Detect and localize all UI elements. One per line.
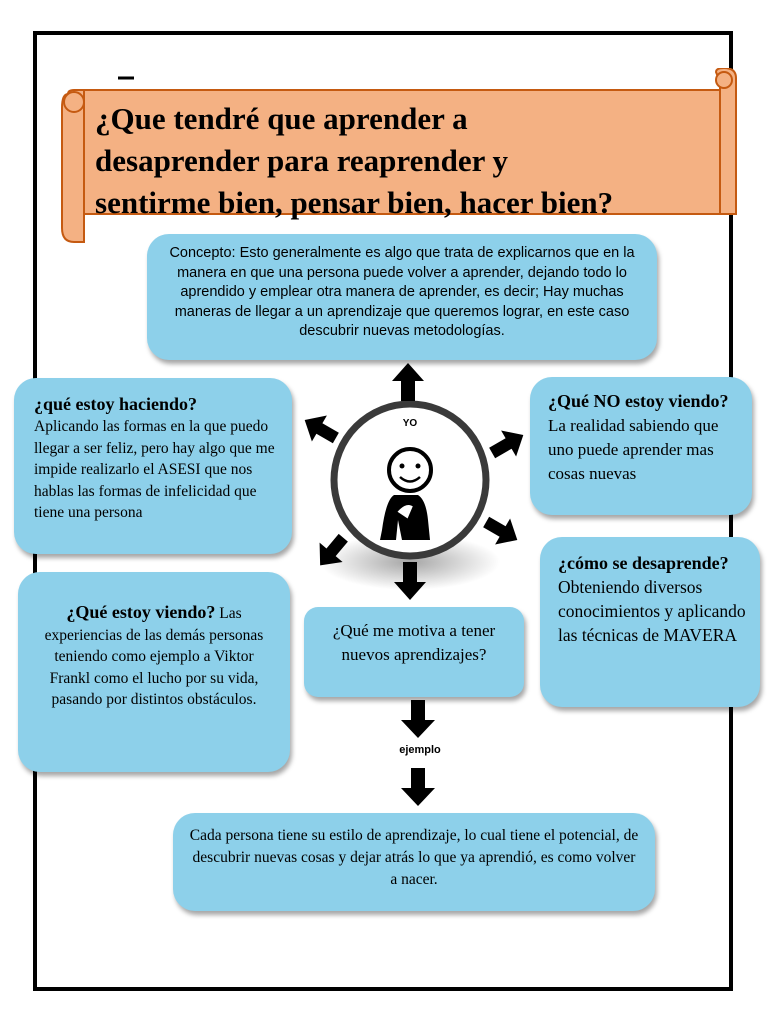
haciendo-text: Aplicando las formas en la que puedo llegar a ser feliz, pero hay algo que me impide realizarlo el ASESI que nos hablas las formas de infelicidad que tiene una persona xyxy=(34,418,275,521)
desaprende-box xyxy=(540,537,760,707)
conclusion-text: Cada persona tiene su estilo de aprendizaje, lo cual tiene el potencial, de descubrir nuevas cosas y dejar atrás lo que ya aprendió, es como volver a nacer. xyxy=(189,827,639,888)
arrow-down-ejemplo-2 xyxy=(401,768,435,806)
viendo-heading: ¿Qué estoy viendo? xyxy=(66,602,216,622)
yo-label: YO xyxy=(402,418,418,429)
concept-text: Concepto: Esto generalmente es algo que trata de explicarnos que en la manera en que una persona puede volver a aprender, dejando todo lo aprendido y emplear otra manera de aprender, es decir; Hay muchas maneras de llegar a un aprendizaje que queremos lograr, en este caso descubrir nuevas metodologías. xyxy=(169,245,635,339)
title-line-3: sentirme bien, pensar bien, hacer bien? xyxy=(95,185,614,220)
no-viendo-box xyxy=(530,377,752,515)
concept-box xyxy=(147,234,657,360)
title-line-2: desaprender para reaprender y xyxy=(95,143,509,178)
motiva-text: ¿Qué me motiva a tener nuevos aprendizajes? xyxy=(332,621,496,664)
conclusion-box xyxy=(173,813,655,911)
no-viendo-text: La realidad sabiendo que uno puede aprender mas cosas nuevas xyxy=(548,416,719,483)
viendo-box xyxy=(18,572,290,772)
no-viendo-heading: ¿Qué NO estoy viendo? xyxy=(548,391,729,411)
arrow-upleft xyxy=(297,407,343,451)
haciendo-box xyxy=(14,378,292,554)
ejemplo-label: ejemplo xyxy=(399,744,441,756)
motiva-box xyxy=(304,607,524,697)
haciendo-heading: ¿qué estoy haciendo? xyxy=(34,394,198,414)
title-line-1: ¿Que tendré que aprender a xyxy=(95,101,468,136)
desaprende-text: Obteniendo diversos conocimientos y aplicando las técnicas de MAVERA xyxy=(558,577,746,645)
arrow-upright xyxy=(485,422,531,466)
arrow-up xyxy=(392,363,424,401)
arrow-down-ejemplo-1 xyxy=(401,700,435,738)
desaprende-heading: ¿cómo se desaprende? xyxy=(558,553,729,573)
arrow-downright xyxy=(479,509,525,553)
viendo-text: Las experiencias de las demás personas teniendo como ejemplo a Viktor Frankl como el lucho por su vida, pasando por distintos obstáculos. xyxy=(44,605,264,708)
